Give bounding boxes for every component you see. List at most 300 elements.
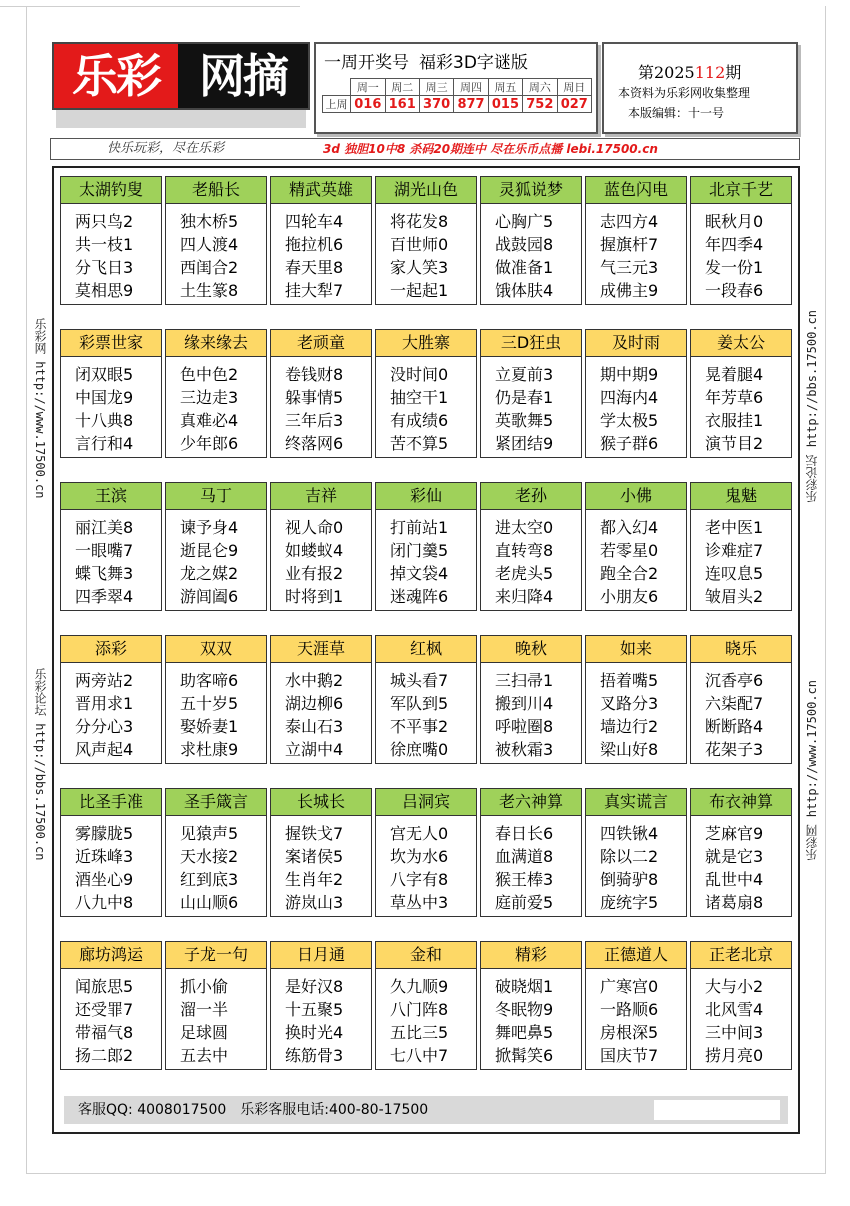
weekday-header: 周六 — [523, 79, 557, 96]
card-title: 及时雨 — [586, 330, 686, 357]
last-week-label: 上周 — [323, 96, 351, 113]
card-line: 捂着嘴5 — [600, 671, 659, 690]
riddle-card — [690, 788, 792, 917]
card-line: 六柒配7 — [705, 694, 764, 713]
card-line: 若零星0 — [600, 541, 659, 560]
card-line: 三边走3 — [180, 388, 239, 407]
card-line: 闻旅思5 — [75, 977, 134, 996]
card-lines — [376, 363, 476, 455]
card-title: 正德道人 — [586, 942, 686, 969]
card-line: 蝶飞舞3 — [75, 564, 134, 583]
card-lines — [481, 669, 581, 761]
card-line: 诊难症7 — [705, 541, 764, 560]
card-title: 北京千艺 — [691, 177, 791, 204]
card-line: 真难必4 — [180, 411, 239, 430]
card-lines — [166, 669, 266, 761]
card-line: 沉香亭6 — [705, 671, 764, 690]
logo — [52, 42, 310, 110]
card-line: 有成绩6 — [390, 411, 449, 430]
riddle-card — [375, 635, 477, 764]
card-line: 业有报2 — [285, 564, 344, 583]
card-line: 红到底3 — [180, 870, 239, 889]
card-line: 期中期9 — [600, 365, 659, 384]
card-title: 红枫 — [376, 636, 476, 663]
riddle-card — [165, 329, 267, 458]
card-line: 直转弯8 — [495, 541, 554, 560]
logo-right: 网摘 — [178, 44, 308, 108]
card-line: 将花发8 — [390, 212, 449, 231]
card-title: 正老北京 — [691, 942, 791, 969]
card-title: 真实谎言 — [586, 789, 686, 816]
card-line: 近珠峰3 — [75, 847, 134, 866]
draw-title — [324, 48, 528, 73]
card-line: 军队到5 — [390, 694, 449, 713]
card-line: 时将到1 — [285, 587, 344, 606]
card-title: 晓乐 — [691, 636, 791, 663]
card-line: 成佛主9 — [600, 281, 659, 300]
card-lines — [691, 210, 791, 302]
card-line: 握铁戈7 — [285, 824, 344, 843]
riddle-card — [60, 788, 162, 917]
card-title: 湖光山色 — [376, 177, 476, 204]
card-line: 眠秋月0 — [705, 212, 764, 231]
card-line: 进太空0 — [495, 518, 554, 537]
card-line: 两只鸟2 — [75, 212, 134, 231]
card-line: 四季翠4 — [75, 587, 134, 606]
riddle-card — [60, 176, 162, 305]
card-line: 两旁站2 — [75, 671, 134, 690]
card-line: 换时光4 — [285, 1023, 344, 1042]
card-line: 志四方4 — [600, 212, 659, 231]
card-lines — [166, 210, 266, 302]
weekday-header: 周三 — [419, 79, 453, 96]
issue-suffix: 期 — [725, 63, 742, 82]
card-lines — [376, 975, 476, 1067]
card-line: 分飞日3 — [75, 258, 134, 277]
card-line: 国庆节7 — [600, 1046, 659, 1065]
issue-note-1: 本资料为乐彩网收集整理 — [618, 86, 751, 100]
riddle-card — [60, 941, 162, 1070]
riddle-card — [480, 329, 582, 458]
card-title: 天涯草 — [271, 636, 371, 663]
issue-line — [638, 60, 741, 83]
issue-prefix: 第2025 — [638, 63, 695, 82]
card-line: 五十岁5 — [180, 694, 239, 713]
card-lines — [166, 822, 266, 914]
weekday-header: 周四 — [454, 79, 488, 96]
card-line: 带福气8 — [75, 1023, 134, 1042]
card-line: 谏予身4 — [180, 518, 239, 537]
card-line: 呼啦圈8 — [495, 717, 554, 736]
card-title: 精彩 — [481, 942, 581, 969]
card-lines — [481, 210, 581, 302]
card-line: 连叹息5 — [705, 564, 764, 583]
card-lines — [481, 363, 581, 455]
draw-title-main: 一周开奖号 — [324, 53, 409, 73]
card-line: 猴王棒3 — [495, 870, 554, 889]
card-title: 彩仙 — [376, 483, 476, 510]
card-line: 乱世中4 — [705, 870, 764, 889]
riddle-card — [375, 329, 477, 458]
card-line: 西闺合2 — [180, 258, 239, 277]
card-line: 如蝼蚁4 — [285, 541, 344, 560]
card-line: 春日长6 — [495, 824, 554, 843]
card-title: 马丁 — [166, 483, 266, 510]
footer-bar — [64, 1096, 788, 1124]
riddle-card — [165, 176, 267, 305]
card-line: 十八典8 — [75, 411, 134, 430]
card-line: 七八中7 — [390, 1046, 449, 1065]
card-lines — [481, 516, 581, 608]
card-title: 大胜寨 — [376, 330, 476, 357]
side-text-left-bottom: 乐彩论坛 http://bbs.17500.cn — [33, 668, 47, 861]
card-line: 风声起4 — [75, 740, 134, 759]
card-line: 老虎头5 — [495, 564, 554, 583]
card-line: 立湖中4 — [285, 740, 344, 759]
riddle-card — [690, 482, 792, 611]
riddle-card — [60, 329, 162, 458]
card-line: 莫相思9 — [75, 281, 134, 300]
card-line: 北风雪4 — [705, 1000, 764, 1019]
card-lines — [61, 822, 161, 914]
card-lines — [691, 669, 791, 761]
card-line: 掉文袋4 — [390, 564, 449, 583]
side-text-right-bottom: 乐彩网 http://www.17500.cn — [805, 680, 819, 861]
issue-number: 112 — [694, 63, 726, 82]
card-line: 仍是春1 — [495, 388, 554, 407]
logo-left: 乐彩 — [54, 44, 178, 108]
card-line: 立夏前3 — [495, 365, 554, 384]
slogan-right: 3d 独胆10中8 杀码20期连中 尽在乐币点播 lebi.17500.cn — [323, 142, 658, 156]
card-title: 廊坊鸿运 — [61, 942, 161, 969]
card-line: 闭门羹5 — [390, 541, 449, 560]
card-line: 溜一半 — [180, 1000, 229, 1019]
card-line: 庭前爱5 — [495, 893, 554, 912]
draw-number: 015 — [488, 96, 522, 113]
riddle-card — [270, 788, 372, 917]
riddle-card — [270, 941, 372, 1070]
slogan-bar — [50, 138, 800, 160]
card-line: 雾朦胧5 — [75, 824, 134, 843]
card-line: 墙边行2 — [600, 717, 659, 736]
card-line: 三中间3 — [705, 1023, 764, 1042]
riddle-card — [375, 482, 477, 611]
riddle-card — [270, 482, 372, 611]
card-line: 酒坐心9 — [75, 870, 134, 889]
card-line: 终落网6 — [285, 434, 344, 453]
card-line: 山山顺6 — [180, 893, 239, 912]
card-lines — [61, 363, 161, 455]
riddle-card — [270, 329, 372, 458]
card-line: 扬二郎2 — [75, 1046, 134, 1065]
card-line: 芝麻官9 — [705, 824, 764, 843]
draw-title-sub: 福彩3D字谜版 — [419, 53, 528, 73]
card-line: 卷钱财8 — [285, 365, 344, 384]
card-line: 被秋霜3 — [495, 740, 554, 759]
draw-number: 016 — [351, 96, 385, 113]
card-line: 三年后3 — [285, 411, 344, 430]
card-title: 灵狐说梦 — [481, 177, 581, 204]
weekday-header: 周二 — [385, 79, 419, 96]
issue-note-2: 本版编辑：十一号 — [628, 106, 725, 120]
card-line: 庞统字5 — [600, 893, 659, 912]
riddle-card — [165, 941, 267, 1070]
card-line: 躲事情5 — [285, 388, 344, 407]
top-rule — [0, 0, 300, 7]
card-line: 打前站1 — [390, 518, 449, 537]
logo-shadow — [56, 110, 306, 128]
card-title: 小佛 — [586, 483, 686, 510]
card-line: 八九中8 — [75, 893, 134, 912]
riddle-card — [480, 482, 582, 611]
card-title: 蓝色闪电 — [586, 177, 686, 204]
card-line: 搬到川4 — [495, 694, 554, 713]
card-line: 来归降4 — [495, 587, 554, 606]
card-line: 老中医1 — [705, 518, 764, 537]
card-line: 诸葛扇8 — [705, 893, 764, 912]
weekday-header: 周五 — [488, 79, 522, 96]
card-title: 圣手箴言 — [166, 789, 266, 816]
card-title: 布衣神算 — [691, 789, 791, 816]
card-line: 百世师0 — [390, 235, 449, 254]
card-line: 除以二2 — [600, 847, 659, 866]
card-line: 跑全合2 — [600, 564, 659, 583]
card-line: 捞月亮0 — [705, 1046, 764, 1065]
card-line: 湖边柳6 — [285, 694, 344, 713]
card-title: 老六神算 — [481, 789, 581, 816]
card-title: 老孙 — [481, 483, 581, 510]
riddle-card — [165, 635, 267, 764]
card-lines — [166, 363, 266, 455]
card-line: 倒骑驴8 — [600, 870, 659, 889]
draw-number: 877 — [454, 96, 488, 113]
card-line: 游闾阖6 — [180, 587, 239, 606]
card-line: 是好汉8 — [285, 977, 344, 996]
riddle-card — [585, 329, 687, 458]
side-text-right-top: 乐彩论坛 http://bbs.17500.cn — [805, 310, 819, 503]
draw-number: 752 — [523, 96, 557, 113]
riddle-card — [585, 941, 687, 1070]
card-line: 还受罪7 — [75, 1000, 134, 1019]
riddle-card — [585, 176, 687, 305]
riddle-card — [690, 329, 792, 458]
card-line: 不平事2 — [390, 717, 449, 736]
card-line: 闭双眼5 — [75, 365, 134, 384]
card-lines — [61, 210, 161, 302]
card-line: 掀髯笑6 — [495, 1046, 554, 1065]
card-line: 助客啼6 — [180, 671, 239, 690]
riddle-card — [60, 482, 162, 611]
card-line: 拖拉机6 — [285, 235, 344, 254]
card-line: 发一份1 — [705, 258, 764, 277]
card-lines — [271, 822, 371, 914]
card-line: 足球圆 — [180, 1023, 229, 1042]
card-line: 生肖年2 — [285, 870, 344, 889]
weekly-draw-table — [322, 78, 592, 113]
card-line: 见猿声5 — [180, 824, 239, 843]
card-lines — [271, 363, 371, 455]
riddle-card — [585, 482, 687, 611]
riddle-card — [480, 635, 582, 764]
card-line: 五比三5 — [390, 1023, 449, 1042]
card-line: 求杜康9 — [180, 740, 239, 759]
draw-number: 370 — [419, 96, 453, 113]
card-line: 就是它3 — [705, 847, 764, 866]
card-line: 演节目2 — [705, 434, 764, 453]
riddle-card — [480, 176, 582, 305]
card-line: 案诸侯5 — [285, 847, 344, 866]
card-line: 娶娇妻1 — [180, 717, 239, 736]
card-line: 紧团结9 — [495, 434, 554, 453]
card-line: 坎为水6 — [390, 847, 449, 866]
riddle-card — [585, 788, 687, 917]
card-line: 三扫帚1 — [495, 671, 554, 690]
card-line: 一眼嘴7 — [75, 541, 134, 560]
riddle-card — [480, 941, 582, 1070]
card-line: 抽空干1 — [390, 388, 449, 407]
card-line: 大与小2 — [705, 977, 764, 996]
card-lines — [691, 363, 791, 455]
card-title: 鬼魅 — [691, 483, 791, 510]
card-line: 泰山石3 — [285, 717, 344, 736]
card-title: 精武英雄 — [271, 177, 371, 204]
card-line: 练筋骨3 — [285, 1046, 344, 1065]
card-lines — [376, 516, 476, 608]
card-line: 断断路4 — [705, 717, 764, 736]
riddle-card — [60, 635, 162, 764]
riddle-card — [480, 788, 582, 917]
card-line: 游岚山3 — [285, 893, 344, 912]
card-line: 独木桥5 — [180, 212, 239, 231]
card-lines — [586, 363, 686, 455]
riddle-card — [375, 176, 477, 305]
card-line: 年四季4 — [705, 235, 764, 254]
card-line: 晋用求1 — [75, 694, 134, 713]
side-text-left-top: 乐彩网 http://www.17500.cn — [33, 318, 47, 499]
card-line: 花架子3 — [705, 740, 764, 759]
card-line: 水中鹅2 — [285, 671, 344, 690]
card-lines — [271, 669, 371, 761]
card-line: 春天里8 — [285, 258, 344, 277]
card-line: 土生篆8 — [180, 281, 239, 300]
card-lines — [271, 516, 371, 608]
card-line: 丽江美8 — [75, 518, 134, 537]
footer-qq: 客服QQ: 4008017500 — [78, 1102, 227, 1118]
card-line: 气三元3 — [600, 258, 659, 277]
card-line: 久九顺9 — [390, 977, 449, 996]
card-title: 老顽童 — [271, 330, 371, 357]
card-title: 缘来缘去 — [166, 330, 266, 357]
card-title: 王滨 — [61, 483, 161, 510]
weekly-draw-box — [314, 42, 598, 134]
card-title: 姜太公 — [691, 330, 791, 357]
card-line: 战鼓园8 — [495, 235, 554, 254]
card-lines — [481, 822, 581, 914]
weekday-corner — [323, 79, 351, 96]
last-week-row — [323, 96, 592, 113]
card-line: 一起起1 — [390, 281, 449, 300]
riddle-card — [270, 176, 372, 305]
card-lines — [691, 975, 791, 1067]
card-line: 血满道8 — [495, 847, 554, 866]
card-line: 都入幻4 — [600, 518, 659, 537]
card-lines — [586, 669, 686, 761]
card-title: 三D狂虫 — [481, 330, 581, 357]
card-title: 添彩 — [61, 636, 161, 663]
card-lines — [376, 210, 476, 302]
card-line: 天水接2 — [180, 847, 239, 866]
card-line: 皱眉头2 — [705, 587, 764, 606]
card-title: 吉祥 — [271, 483, 371, 510]
card-line: 四轮车4 — [285, 212, 344, 231]
draw-number: 027 — [557, 96, 591, 113]
riddle-card — [165, 482, 267, 611]
card-line: 叉路分3 — [600, 694, 659, 713]
card-line: 龙之媒2 — [180, 564, 239, 583]
riddle-card — [690, 635, 792, 764]
issue-box — [602, 42, 798, 134]
card-line: 城头看7 — [390, 671, 449, 690]
card-title: 太湖钓叟 — [61, 177, 161, 204]
weekday-header: 周一 — [351, 79, 385, 96]
card-line: 冬眠物9 — [495, 1000, 554, 1019]
card-line: 中国龙9 — [75, 388, 134, 407]
card-line: 分分心3 — [75, 717, 134, 736]
card-lines — [376, 822, 476, 914]
riddle-card — [270, 635, 372, 764]
card-title: 如来 — [586, 636, 686, 663]
card-line: 晃着腿4 — [705, 365, 764, 384]
card-line: 四铁锹4 — [600, 824, 659, 843]
card-title: 金和 — [376, 942, 476, 969]
card-lines — [166, 516, 266, 608]
riddle-grid — [52, 166, 800, 1134]
card-line: 色中色2 — [180, 365, 239, 384]
card-line: 抓小偷 — [180, 977, 229, 996]
card-title: 老船长 — [166, 177, 266, 204]
card-title: 双双 — [166, 636, 266, 663]
card-line: 心胸广5 — [495, 212, 554, 231]
riddle-card — [375, 941, 477, 1070]
card-line: 破晓烟1 — [495, 977, 554, 996]
card-line: 八门阵8 — [390, 1000, 449, 1019]
riddle-card — [690, 941, 792, 1070]
card-line: 少年郎6 — [180, 434, 239, 453]
card-lines — [376, 669, 476, 761]
card-line: 衣服挂1 — [705, 411, 764, 430]
riddle-card — [165, 788, 267, 917]
card-line: 广寒宫0 — [600, 977, 659, 996]
card-title: 晚秋 — [481, 636, 581, 663]
card-lines — [586, 975, 686, 1067]
card-line: 逝昆仑9 — [180, 541, 239, 560]
card-lines — [586, 516, 686, 608]
card-line: 宫无人0 — [390, 824, 449, 843]
card-line: 舞吧鼻5 — [495, 1023, 554, 1042]
riddle-card — [690, 176, 792, 305]
card-line: 十五聚5 — [285, 1000, 344, 1019]
card-line: 挂大犁7 — [285, 281, 344, 300]
card-line: 猴子群6 — [600, 434, 659, 453]
card-lines — [271, 210, 371, 302]
card-lines — [61, 516, 161, 608]
card-line: 梁山好8 — [600, 740, 659, 759]
card-line: 小朋友6 — [600, 587, 659, 606]
card-line: 徐庶嘴0 — [390, 740, 449, 759]
card-line: 握旗杆7 — [600, 235, 659, 254]
card-line: 做准备1 — [495, 258, 554, 277]
card-lines — [481, 975, 581, 1067]
